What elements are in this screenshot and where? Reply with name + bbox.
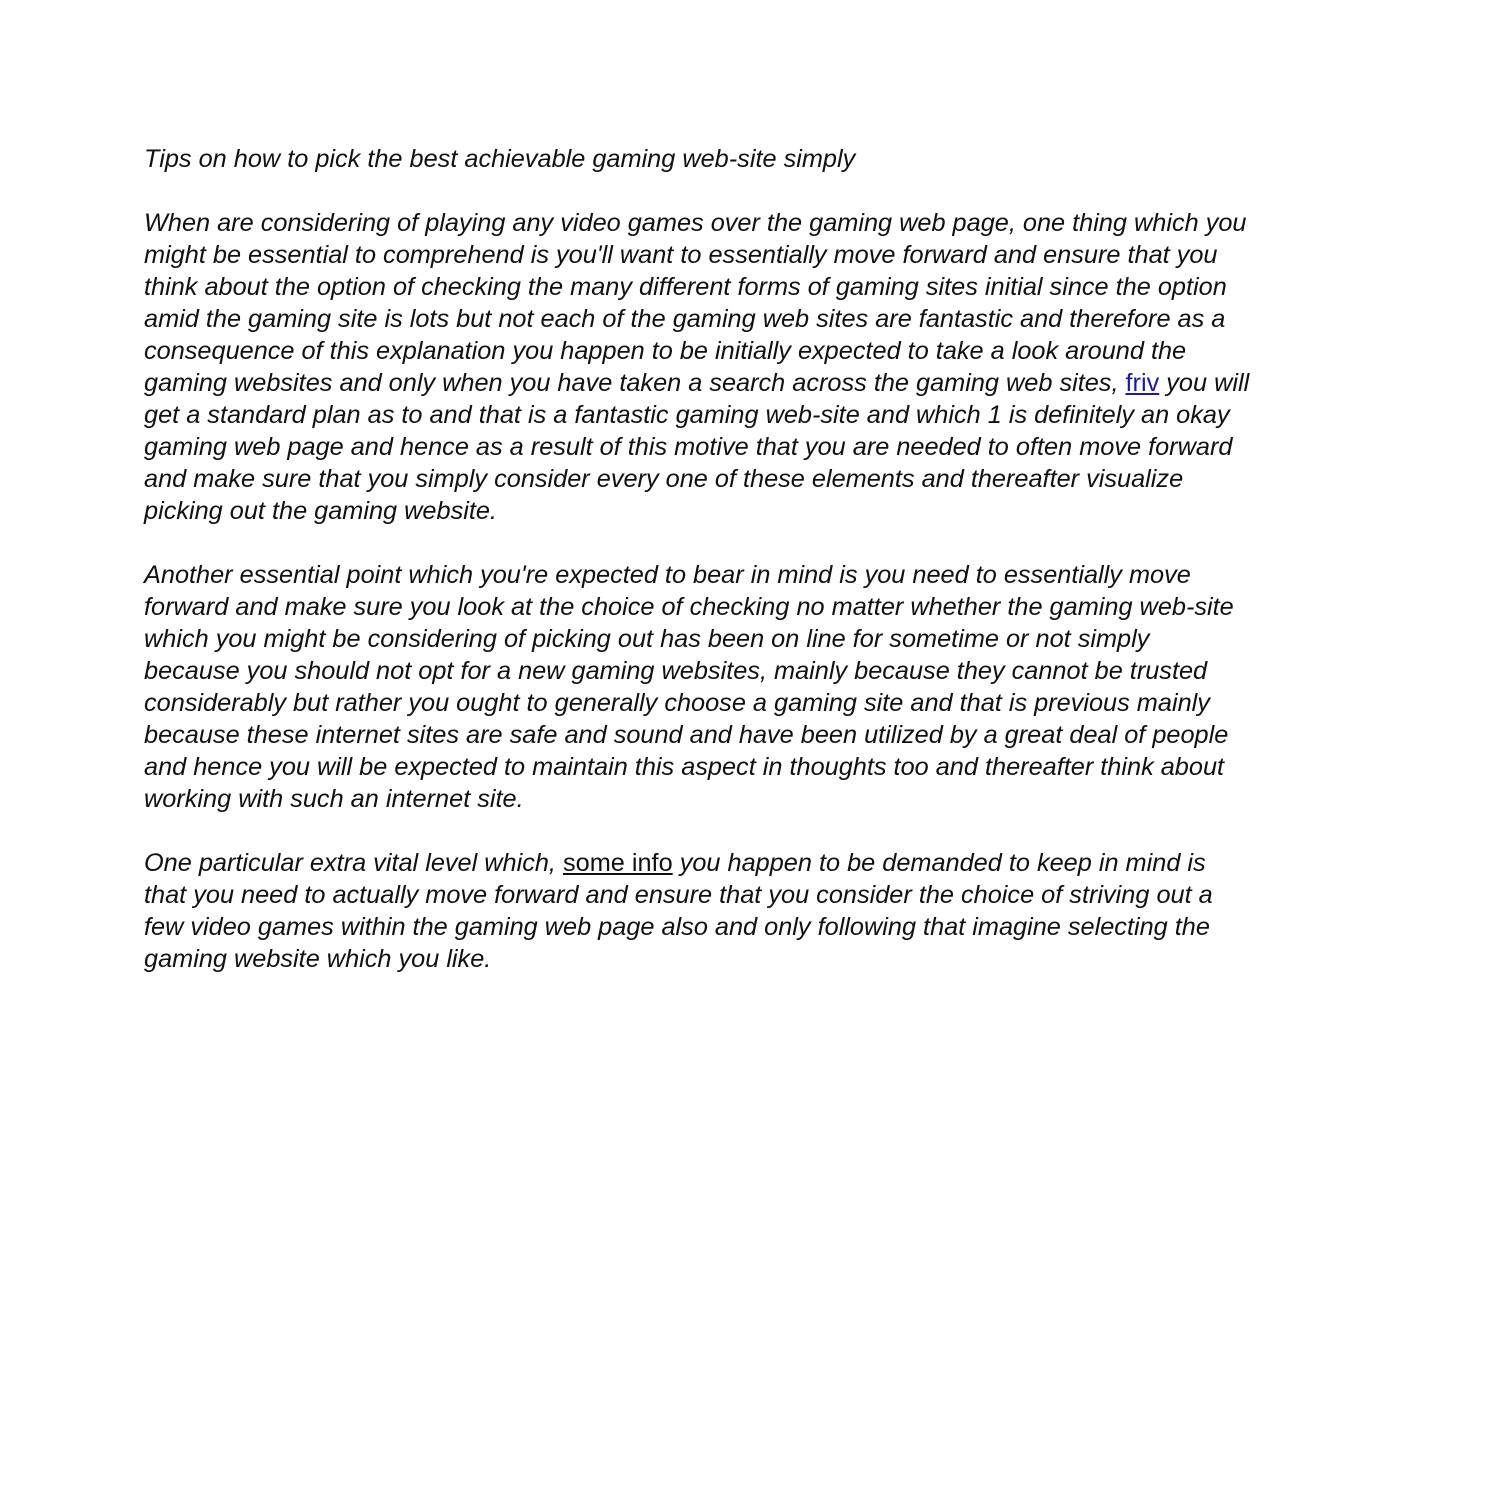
paragraph-2-line: which you might be considering of picking out has been on line for sometime or not simply bbox=[144, 625, 1150, 653]
paragraph-1 bbox=[144, 207, 1369, 527]
paragraph-1-line: picking out the gaming website. bbox=[144, 497, 497, 525]
paragraph-1-line: consequence of this explanation you happen to be initially expected to take a look around the bbox=[144, 337, 1187, 365]
paragraph-1-line: gaming web page and hence as a result of this motive that you are needed to often move forward bbox=[144, 433, 1233, 461]
paragraph-1-line: amid the gaming site is lots but not each of the gaming web sites are fantastic and therefore as a bbox=[144, 305, 1226, 333]
paragraph-gap bbox=[144, 527, 1369, 559]
paragraph-2-line: because you should not opt for a new gaming websites, mainly because they cannot be trusted bbox=[144, 657, 1208, 685]
paragraph-3-text-before-link: One particular extra vital level which, bbox=[144, 849, 563, 877]
document-title: Tips on how to pick the best achievable gaming web-site simply bbox=[144, 145, 856, 173]
paragraph-gap bbox=[144, 175, 1369, 207]
paragraph-2-line: forward and make sure you look at the choice of checking no matter whether the gaming web-site bbox=[144, 593, 1234, 621]
paragraph-3-line: few video games within the gaming web page also and only following that imagine selecting the bbox=[144, 913, 1210, 941]
paragraph-2-line: because these internet sites are safe and sound and have been utilized by a great deal of people bbox=[144, 721, 1229, 749]
paragraph-1-line: and make sure that you simply consider every one of these elements and thereafter visualize bbox=[144, 465, 1184, 493]
paragraph-2-line: and hence you will be expected to maintain this aspect in thoughts too and thereafter think about bbox=[144, 753, 1225, 781]
paragraph-1-link-line bbox=[144, 367, 1369, 399]
paragraph-2 bbox=[144, 559, 1369, 815]
paragraph-3-line: that you need to actually move forward and ensure that you consider the choice of striving out a bbox=[144, 881, 1213, 909]
paragraph-2-line: Another essential point which you're expected to bear in mind is you need to essentially move bbox=[144, 561, 1191, 589]
paragraph-3-line: gaming website which you like. bbox=[144, 945, 492, 973]
friv-link[interactable]: friv bbox=[1125, 369, 1160, 397]
paragraph-3-link-line bbox=[144, 847, 1369, 879]
paragraph-2-line: working with such an internet site. bbox=[144, 785, 524, 813]
paragraph-1-text-before-link: gaming websites and only when you have taken a search across the gaming web sites, bbox=[144, 369, 1126, 397]
paragraph-1-line: think about the option of checking the many different forms of gaming sites initial since the option bbox=[144, 273, 1227, 301]
some-info-link[interactable]: some info bbox=[562, 849, 673, 877]
paragraph-1-text-after-link: you will bbox=[1159, 369, 1250, 397]
document-body bbox=[144, 143, 1369, 975]
paragraph-3 bbox=[144, 847, 1369, 975]
paragraph-1-line: When are considering of playing any video games over the gaming web page, one thing which you bbox=[144, 209, 1247, 237]
paragraph-gap bbox=[144, 815, 1369, 847]
paragraph-1-line: might be essential to comprehend is you'll want to essentially move forward and ensure that you bbox=[144, 241, 1218, 269]
paragraph-2-line: considerably but rather you ought to generally choose a gaming site and that is previous mainly bbox=[144, 689, 1210, 717]
paragraph-3-text-after-link: you happen to be demanded to keep in mind is bbox=[672, 849, 1206, 877]
paragraph-1-line: get a standard plan as to and that is a fantastic gaming web-site and which 1 is definitely an okay bbox=[144, 401, 1230, 429]
